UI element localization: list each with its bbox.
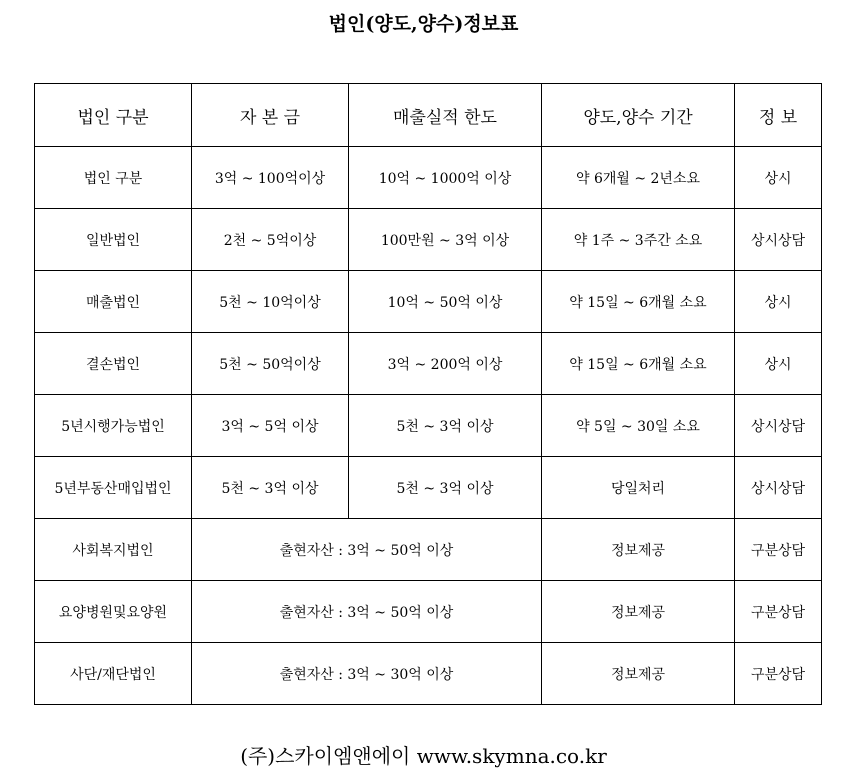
- row-corporation-type: 5년시행가능법인: [35, 395, 192, 457]
- table-row: [35, 519, 822, 581]
- row-corporation-type: 결손법인: [35, 333, 192, 395]
- row-info: 상시상담: [735, 457, 822, 519]
- row-endowment-assets: 출현자산 : 3억 ~ 50억 이상: [192, 581, 542, 643]
- row-transfer-period: 약 5일 ~ 30일 소요: [542, 395, 735, 457]
- row-capital: 2천 ~ 5억이상: [192, 209, 349, 271]
- table-row: [35, 209, 822, 271]
- row-info: 상시: [735, 271, 822, 333]
- row-corporation-type: 요양병원및요양원: [35, 581, 192, 643]
- row-transfer-period: 약 15일 ~ 6개월 소요: [542, 271, 735, 333]
- row-capital: 3억 ~ 100억이상: [192, 147, 349, 209]
- row-transfer-period: 정보제공: [542, 581, 735, 643]
- row-corporation-type: 사회복지법인: [35, 519, 192, 581]
- row-corporation-type: 사단/재단법인: [35, 643, 192, 705]
- table-row: [35, 581, 822, 643]
- row-capital: 5천 ~ 3억 이상: [192, 457, 349, 519]
- row-info: 구분상담: [735, 643, 822, 705]
- row-info: 상시상담: [735, 395, 822, 457]
- row-transfer-period: 정보제공: [542, 519, 735, 581]
- company-footer: (주)스카이엠앤에이 www.skymna.co.kr: [240, 744, 607, 768]
- row-capital: 5천 ~ 10억이상: [192, 271, 349, 333]
- row-info: 상시: [735, 147, 822, 209]
- header-corporation-type: 법인 구분: [35, 84, 192, 147]
- row-transfer-period: 약 6개월 ~ 2년소요: [542, 147, 735, 209]
- row-info: 상시: [735, 333, 822, 395]
- table-row: [35, 643, 822, 705]
- page-title: 법인(양도,양수)정보표: [328, 13, 519, 35]
- row-corporation-type: 5년부동산매입법인: [35, 457, 192, 519]
- row-info: 상시상담: [735, 209, 822, 271]
- table-row: [35, 271, 822, 333]
- row-corporation-type: 매출법인: [35, 271, 192, 333]
- row-info: 구분상담: [735, 519, 822, 581]
- table-row: [35, 457, 822, 519]
- row-sales-limit: 100만원 ~ 3억 이상: [349, 209, 542, 271]
- row-transfer-period: 약 15일 ~ 6개월 소요: [542, 333, 735, 395]
- row-transfer-period: 약 1주 ~ 3주간 소요: [542, 209, 735, 271]
- row-capital: 5천 ~ 50억이상: [192, 333, 349, 395]
- corporation-info-table: [34, 83, 822, 705]
- header-transfer-period: 양도,양수 기간: [542, 84, 735, 147]
- table-row: [35, 147, 822, 209]
- header-info: 정 보: [735, 84, 822, 147]
- row-endowment-assets: 출현자산 : 3억 ~ 30억 이상: [192, 643, 542, 705]
- row-info: 구분상담: [735, 581, 822, 643]
- row-sales-limit: 10억 ~ 1000억 이상: [349, 147, 542, 209]
- row-capital: 3억 ~ 5억 이상: [192, 395, 349, 457]
- row-transfer-period: 당일처리: [542, 457, 735, 519]
- table-row: [35, 395, 822, 457]
- table-row: [35, 333, 822, 395]
- row-sales-limit: 5천 ~ 3억 이상: [349, 457, 542, 519]
- row-endowment-assets: 출현자산 : 3억 ~ 50억 이상: [192, 519, 542, 581]
- row-sales-limit: 3억 ~ 200억 이상: [349, 333, 542, 395]
- row-corporation-type: 법인 구분: [35, 147, 192, 209]
- header-capital: 자 본 금: [192, 84, 349, 147]
- header-sales-limit: 매출실적 한도: [349, 84, 542, 147]
- table-header-row: [35, 84, 822, 147]
- row-corporation-type: 일반법인: [35, 209, 192, 271]
- row-transfer-period: 정보제공: [542, 643, 735, 705]
- row-sales-limit: 10억 ~ 50억 이상: [349, 271, 542, 333]
- row-sales-limit: 5천 ~ 3억 이상: [349, 395, 542, 457]
